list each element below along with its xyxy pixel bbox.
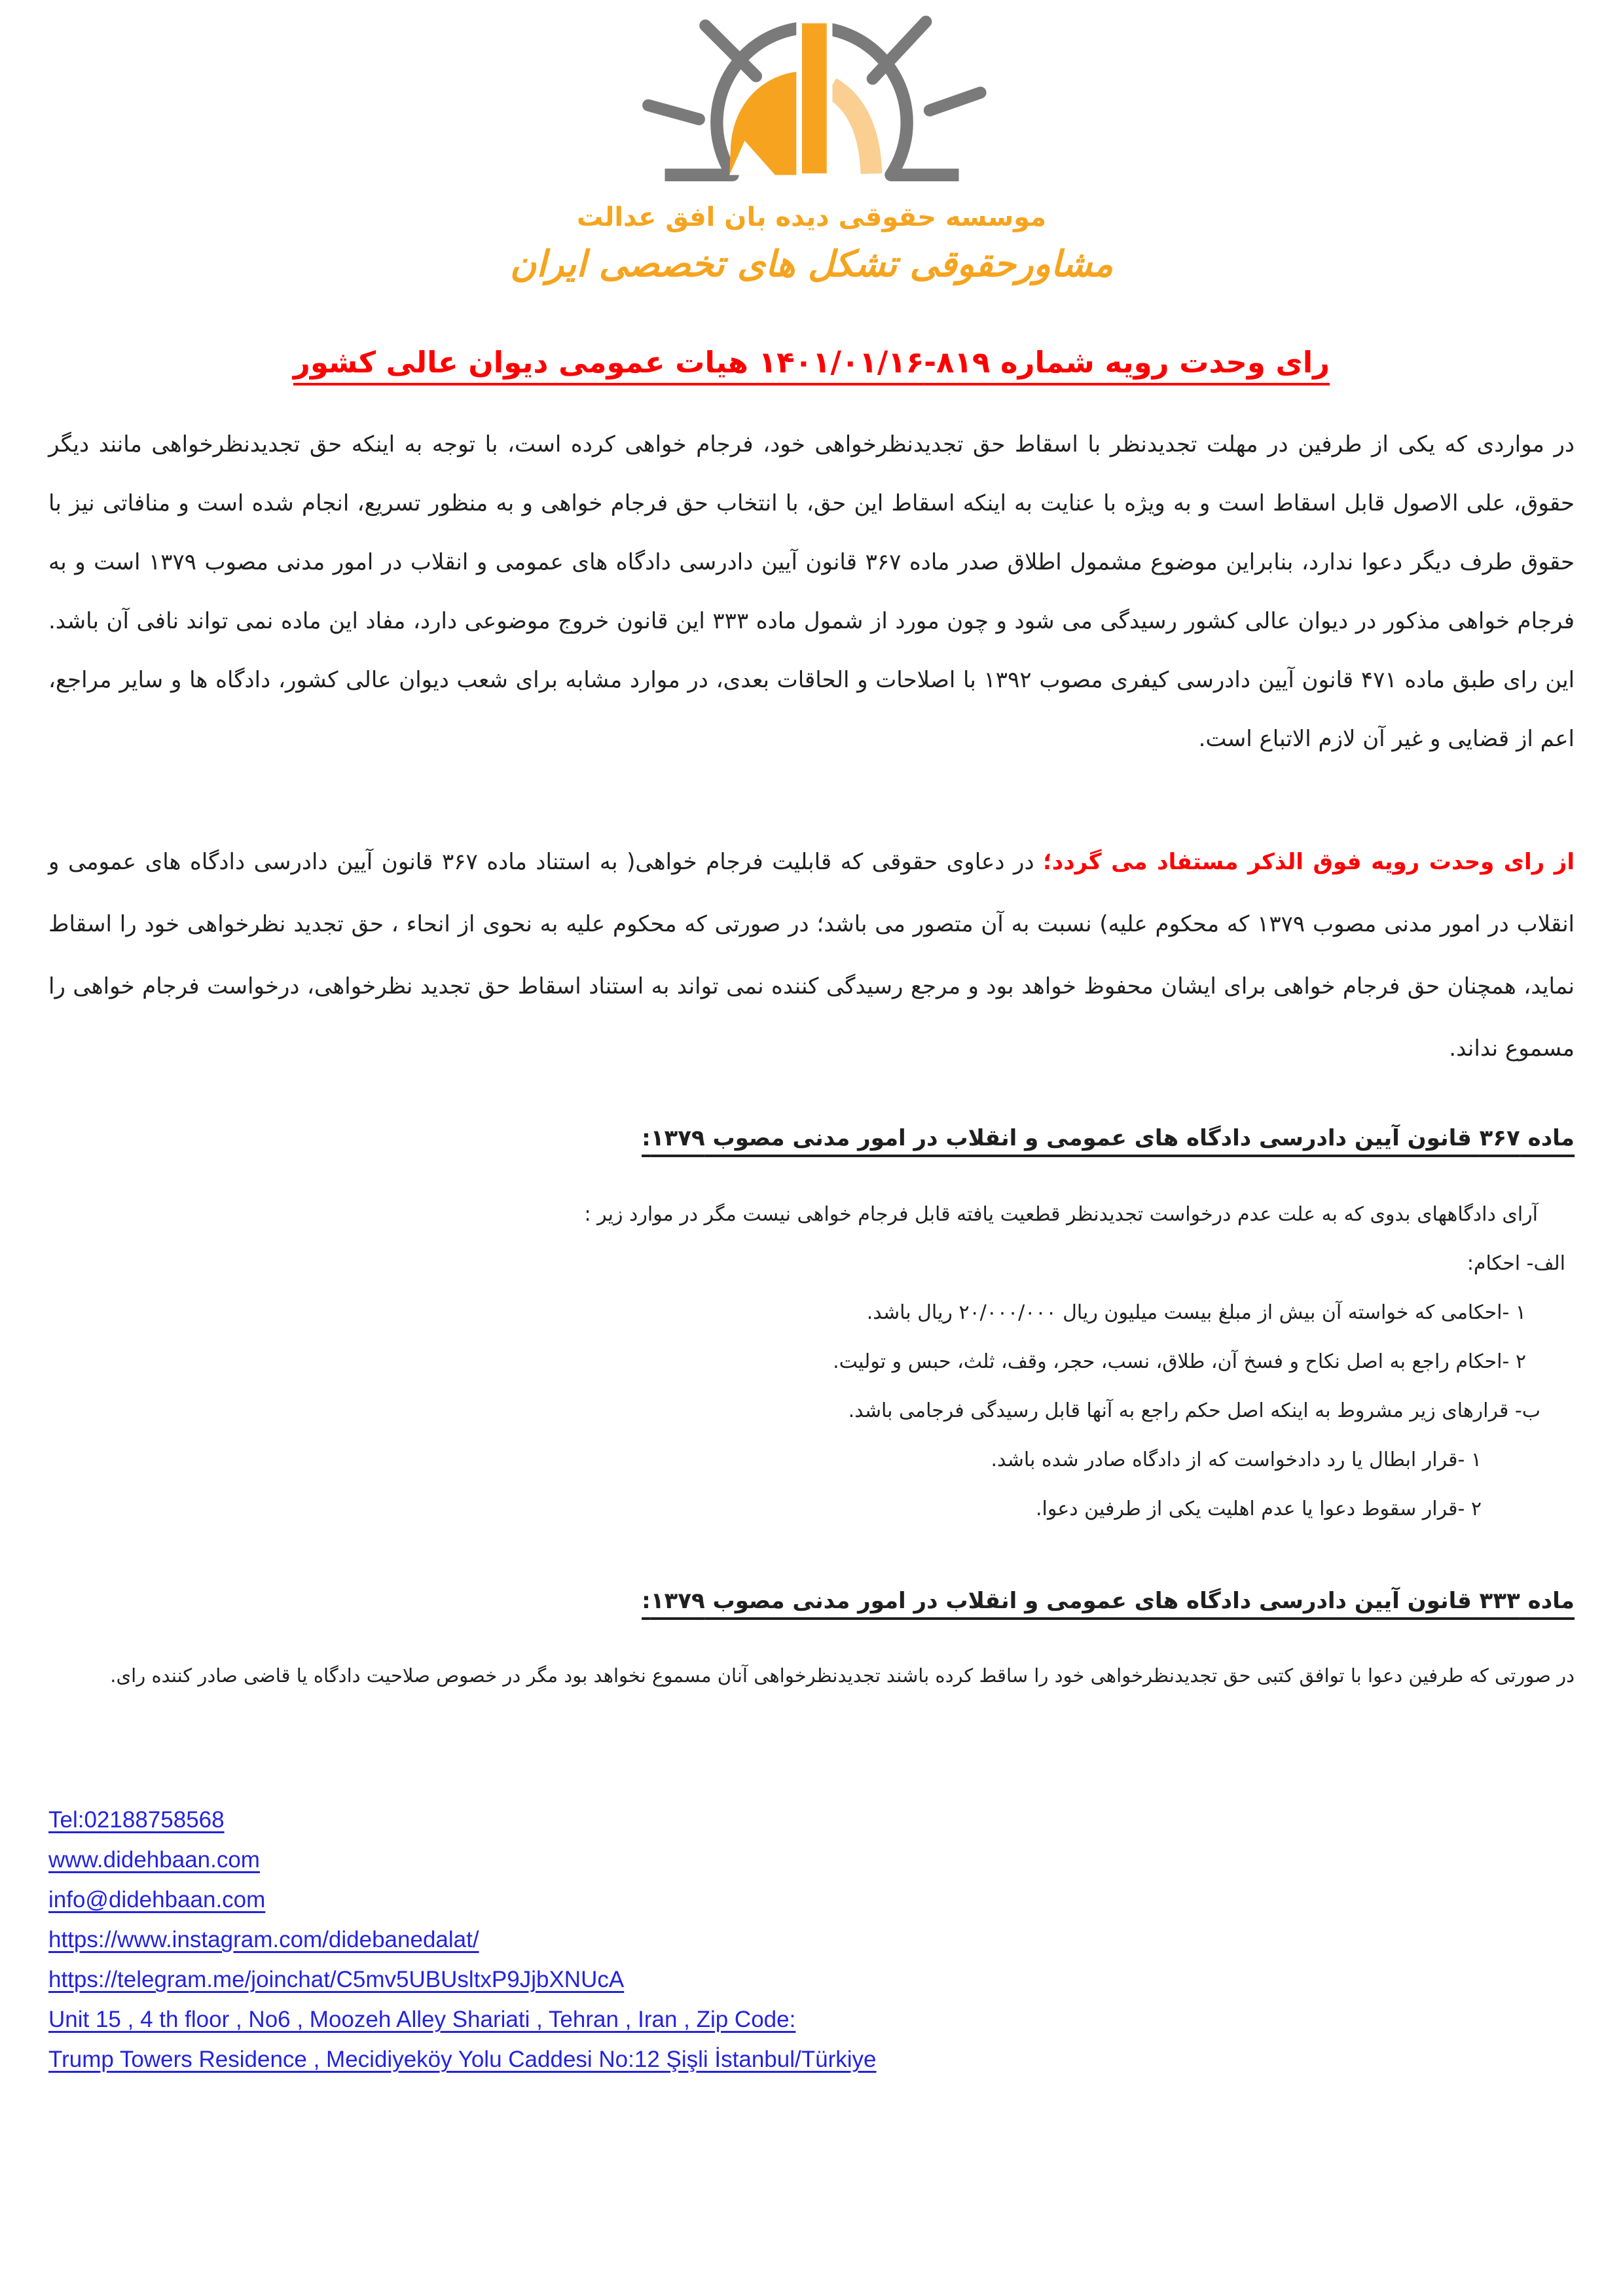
article-367-subitem-2: ۲ -قرار سقوط دعوا یا عدم اهلیت یکی از طرفین دعوا. [1035, 1498, 1482, 1520]
article-367-heading-text: ماده ۳۶۷ قانون آیین دادرسی دادگاه های عمومی و انقلاب در امور مدنی مصوب ۱۳۷۹: [642, 1125, 1575, 1151]
instagram-link[interactable]: https://www.instagram.com/didebanedalat/ [48, 1927, 479, 1952]
telegram-link[interactable]: https://telegram.me/joinchat/C5mv5UBUsltxP9JjbXNUcA [48, 1967, 625, 1992]
email-link[interactable]: info@didehbaan.com [48, 1887, 266, 1912]
tel-link[interactable]: Tel:02188758568 [48, 1807, 225, 1833]
org-name: موسسه حقوقی دیده بان افق عدالت [576, 202, 1047, 232]
didehbaan-sun-dome-logo-icon [602, 5, 1021, 202]
article-367-list [48, 1190, 1575, 1534]
article-333-heading [48, 1586, 1575, 1616]
inference-paragraph [48, 831, 1575, 1080]
article-333-heading-text: ماده ۳۳۳ قانون آیین دادرسی دادگاه های عمومی و انقلاب در امور مدنی مصوب ۱۳۷۹: [642, 1588, 1575, 1614]
website-link[interactable]: www.didehbaan.com [48, 1847, 260, 1873]
article-367-subitem-1: ۱ -قرار ابطال یا رد دادخواست که از دادگاه صادر شده باشد. [991, 1448, 1482, 1471]
article-367-item-be: ب- قرارهای زیر مشروط به اینکه اصل حکم راجع به آنها قابل رسیدگی فرجامی باشد. [848, 1399, 1541, 1422]
ruling-paragraph: در مواردی که یکی از طرفین در مهلت تجدیدنظر با اسقاط حق تجدیدنظرخواهی خود، فرجام خواهی کرده است، با توجه به اینکه حق تجدیدنظرخواهی مانند دیگر حقوق، علی الاصول قابل اسقاط است و به ویژه با عنایت به اینکه اسقاط این حق، با انتخاب حق فرجام خواهی و به منظور تسریع، انجام شده است و منافاتی نیز با حقوق طرف دیگر دعوا ندارد، بنابراین موضوع مشمول اطلاق صدر ماده ۳۶۷ قانون آیین دادرسی دادگاه های عمومی و انقلاب در امور مدنی مصوب ۱۳۷۹ است و به فرجام خواهی مذکور در دیوان عالی کشور رسیدگی می شود و چون مورد از شمول ماده ۳۳۳ این قانون خروج موضوعی دارد، مفاد این ماده نمی تواند نافی آن باشد. این رای طبق ماده ۴۷۱ قانون آیین دادرسی کیفری مصوب ۱۳۹۲ با اصلاحات و الحاقات بعدی، در موارد مشابه برای شعب دیوان عالی کشور، دادگاه ها و سایر مراجع، اعم از قضایی و غیر آن لازم الاتباع است. [48, 431, 1575, 752]
inference-lead: از رای وحدت رویه فوق الذکر مستفاد می گردد؛ [1043, 849, 1575, 875]
article-367-item-2: ۲ -احکام راجع به اصل نکاح و فسخ آن، طلاق، نسب، حجر، وقف، ثلث، حبس و تولیت. [833, 1350, 1526, 1373]
swoosh-icon [831, 88, 871, 174]
document-title-text: رای وحدت رویه شماره ۸۱۹-۱۴۰۱/۰۱/۱۶ هیات عمومی دیوان عالی کشور [293, 345, 1330, 380]
article-367-heading [48, 1123, 1575, 1153]
document-title [48, 343, 1575, 382]
article-333-paragraph: در صورتی که طرفین دعوا با توافق کتبی حق تجدیدنظرخواهی خود را ساقط کرده باشند تجدیدنظرخواهی آنان مسموع نخواهد بود مگر در خصوص صلاحیت دادگاه یا قاضی صادر کننده رای. [110, 1664, 1575, 1687]
org-tagline: مشاورحقوقی تشکل های تخصصی ایران [509, 243, 1114, 285]
inference-body: در دعاوی حقوقی که قابلیت فرجام خواهی( به استناد ماده ۳۶۷ قانون آیین دادرسی دادگاه های عمومی و انقلاب در امور مدنی مصوب ۱۳۷۹ که محکوم علیه) نسبت به آن متصور می باشد؛ در صورتی که محکوم علیه به نحوی از انحاء ، حق تجدید نظرخواهی خود را اسقاط نماید، همچنان حق فرجام خواهی برای ایشان محفوظ خواهد بود و مرجع رسیدگی کننده نمی تواند به استناد اسقاط حق تجدید نظرخواهی، درخواست فرجام خواهی را مسموع نداند. [48, 849, 1575, 1062]
address-istanbul-link[interactable]: Trump Towers Residence , Mecidiyeköy Yolu Caddesi No:12 Şişli İstanbul/Türkiye [48, 2047, 877, 2072]
article-367-item-1: ۱ -احکامی که خواسته آن بیش از مبلغ بیست میلیون ریال ۲۰/۰۰۰/۰۰۰ ریال باشد. [866, 1301, 1526, 1324]
contact-links [48, 1800, 1575, 2079]
article-367-intro: آرای دادگاههای بدوی که به علت عدم درخواست تجدیدنظر قطعیت یافته قابل فرجام خواهی نیست مگر در موارد زیر : [584, 1203, 1538, 1226]
orange-bar-icon [799, 20, 829, 176]
article-367-item-alef: الف- احکام: [1467, 1252, 1565, 1275]
logo-block [48, 0, 1575, 285]
address-tehran-link[interactable]: Unit 15 , 4 th floor , No6 , Moozeh Alley Shariati , Tehran , Iran , Zip Code: [48, 2007, 796, 2032]
